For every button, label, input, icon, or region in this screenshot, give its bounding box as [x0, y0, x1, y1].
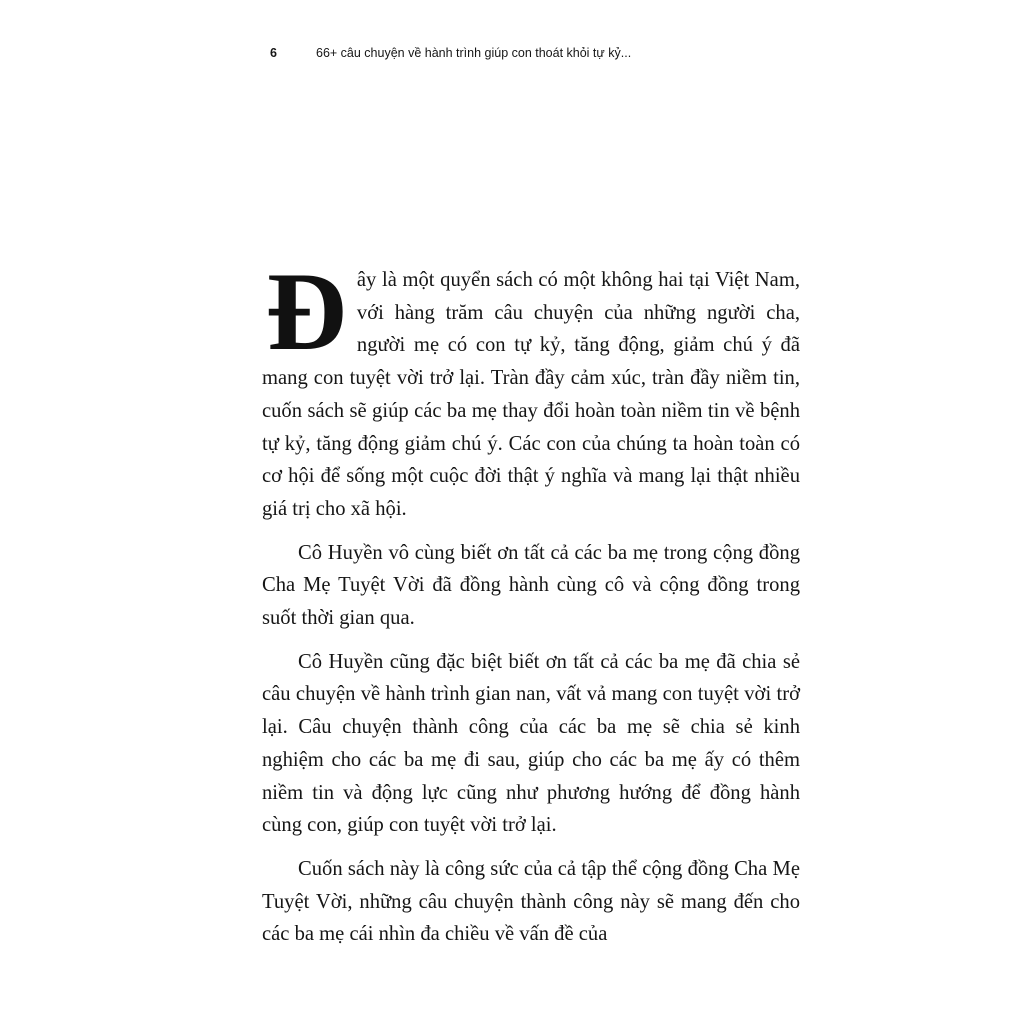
paragraph-3: Cô Huyền cũng đặc biệt biết ơn tất cả các ba mẹ đã chia sẻ câu chuyện về hành trình gian nan, vất vả mang con tuyệt vời trở lại. Câu chuyện thành công của các ba mẹ sẽ chia sẻ kinh nghiệm cho các ba mẹ đi sau, giúp cho các ba mẹ ấy có thêm niềm tin và động lực cũng như phương hướng để đồng hành cùng con, giúp con tuyệt vời trở lại. — [262, 650, 800, 837]
paragraph-4: Cuốn sách này là công sức của cả tập thể cộng đồng Cha Mẹ Tuyệt Vời, những câu chuyện thành công này sẽ mang đến cho các ba mẹ cái nhìn đa chiều về vấn đề của — [262, 857, 800, 946]
drop-cap: Đ — [266, 250, 347, 374]
page-number: 6 — [270, 46, 277, 60]
paragraph-2: Cô Huyền vô cùng biết ơn tất cả các ba mẹ trong cộng đồng Cha Mẹ Tuyệt Vời đã đồng hành cùng cô và cộng đồng trong suốt thời gian qua. — [262, 541, 800, 630]
paragraph-1-text: ây là một quyển sách có một không hai tại Việt Nam, với hàng trăm câu chuyện của những người cha, người mẹ có con tự kỷ, tăng động, giảm chú ý đã mang con tuyệt vời trở lại. Tràn đầy cảm xúc, tràn đầy niềm tin, cuốn sách sẽ giúp các ba mẹ thay đổi hoàn toàn niềm tin về bệnh tự kỷ, tăng động giảm chú ý. Các con của chúng ta hoàn toàn có cơ hội để sống một cuộc đời thật ý nghĩa và mang lại thật nhiều giá trị cho xã hội. — [262, 269, 800, 520]
paragraph-1 — [262, 250, 800, 526]
running-header — [270, 42, 750, 64]
book-title: 66+ câu chuyện về hành trình giúp con thoát khỏi tự kỷ... — [316, 46, 632, 60]
body-text — [262, 250, 800, 962]
